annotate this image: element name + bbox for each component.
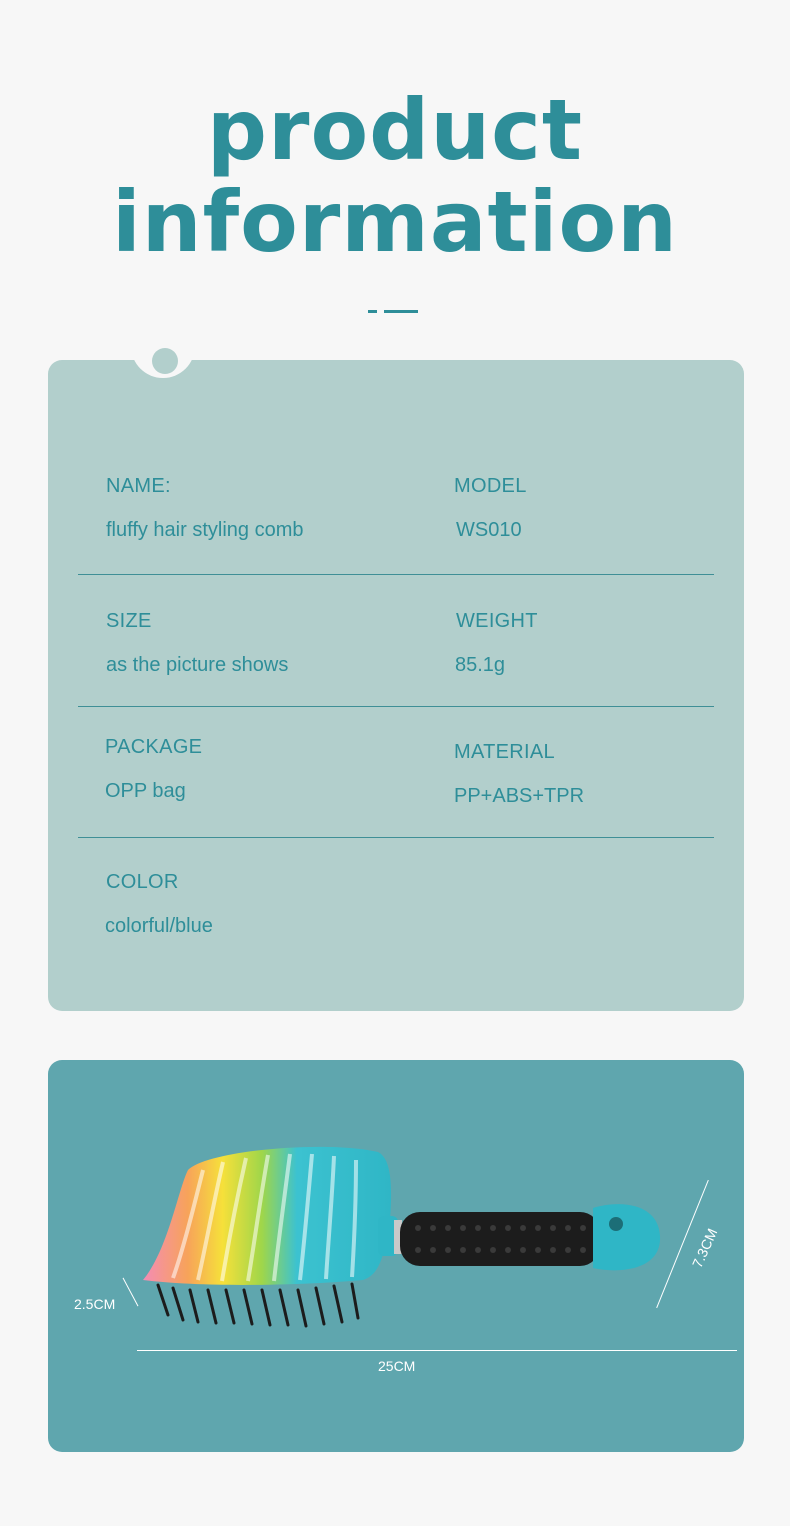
product-info-card — [48, 360, 744, 1011]
length-dimension-line — [137, 1350, 737, 1351]
page-title-line-2: information — [112, 173, 678, 271]
color-value: colorful/blue — [105, 915, 213, 937]
page-title-line-1: product — [206, 81, 584, 179]
depth-dimension-label: 2.5CM — [74, 1296, 116, 1312]
package-label: PACKAGE — [105, 736, 203, 758]
product-photo-card — [48, 1060, 744, 1452]
weight-value: 85.1g — [455, 654, 506, 676]
name-label: NAME: — [106, 475, 171, 497]
model-label: MODEL — [454, 475, 527, 497]
size-value: as the picture shows — [106, 654, 289, 676]
weight-label: WEIGHT — [456, 610, 538, 632]
package-value: OPP bag — [105, 780, 186, 802]
title-divider-long — [384, 310, 418, 313]
model-value: WS010 — [456, 519, 522, 541]
title-divider-short — [368, 310, 377, 313]
size-label: SIZE — [106, 610, 152, 632]
hair-brush-image — [128, 1140, 668, 1340]
card-tab-dot — [152, 348, 178, 374]
material-label: MATERIAL — [454, 741, 555, 763]
color-label: COLOR — [106, 871, 179, 893]
material-value: PP+ABS+TPR — [454, 785, 585, 807]
length-dimension-label: 25CM — [378, 1358, 416, 1374]
row-divider — [78, 706, 714, 707]
name-value: fluffy hair styling comb — [106, 519, 304, 541]
width-dimension-label: 7.3CM — [688, 1225, 721, 1271]
row-divider — [78, 574, 714, 575]
row-divider — [78, 837, 714, 838]
